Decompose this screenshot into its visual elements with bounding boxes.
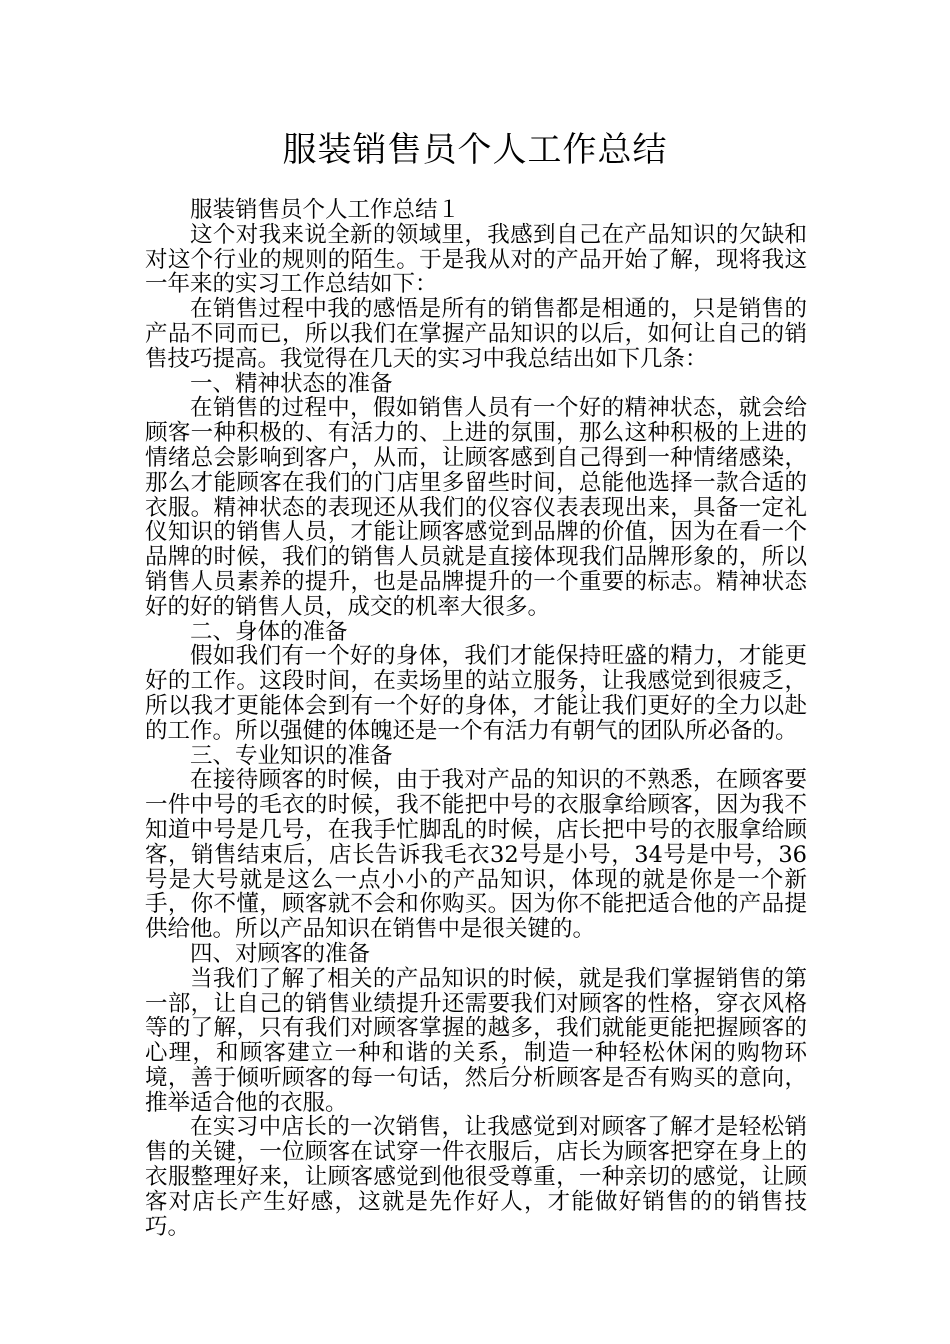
document-body xyxy=(145,198,807,1239)
paragraph-mental-state: 在销售的过程中，假如销售人员有一个好的精神状态，就会给顾客一种积极的、有活力的、上进的氛围，那么这种积极的上进的情绪总会影响到客户，从而，让顾客感到自己得到一种情绪感染，那么才能顾客在我们的门店里多留些时间，总能他选择一款合适的衣服。精神状态的表现还从我们的仪容仪表表现出来，具备一定礼仪知识的销售人员，才能让顾客感觉到品牌的价值，因为在看一个品牌的时候，我们的销售人员就是直接体现我们品牌形象的，所以销售人员素养的提升，也是品牌提升的一个重要的标志。精神状态好的好的销售人员，成交的机率大很多。 xyxy=(145,395,807,620)
paragraph-store-manager: 在实习中店长的一次销售，让我感觉到对顾客了解才是轻松销售的关键，一位顾客在试穿一件衣服后，店长为顾客把穿在身上的衣服整理好来，让顾客感觉到他很受尊重，一种亲切的感觉，让顾客对店长产生好感，这就是先作好人，才能做好销售的的销售技巧。 xyxy=(145,1114,807,1240)
paragraph-knowledge: 在接待顾客的时候，由于我对产品的知识的不熟悉，在顾客要一件中号的毛衣的时候，我不能把中号的衣服拿给顾客，因为我不知道中号是几号，在我手忙脚乱的时候，店长把中号的衣服拿给顾客，销售结束后，店长告诉我毛衣32号是小号，34号是中号，36号是大号就是这么一点小小的产品知识，体现的就是你是一个新手，你不懂，顾客就不会和你购买。因为你不能把适合他的产品提供给他。所以产品知识在销售中是很关键的。 xyxy=(145,767,807,943)
paragraph-insight: 在销售过程中我的感悟是所有的销售都是相通的，只是销售的产品不同而已，所以我们在掌握产品知识的以后，如何让自己的销售技巧提高。我觉得在几天的实习中我总结出如下几条： xyxy=(145,296,807,372)
section-heading-knowledge: 三、专业知识的准备 xyxy=(190,742,393,769)
document-title: 服装销售员个人工作总结 xyxy=(282,130,668,170)
paragraph-physical: 假如我们有一个好的身体，我们才能保持旺盛的精力，才能更好的工作。这段时间，在卖场里的站立服务，让我感觉到很疲乏，所以我才更能体会到有一个好的身体，才能让我们更好的全力以赴的工作。所以强健的体魄还是一个有活力有朝气的团队所必备的。 xyxy=(145,643,807,744)
section-heading-physical: 二、身体的准备 xyxy=(190,618,348,645)
section-heading-summary-1: 服装销售员个人工作总结１ xyxy=(190,197,461,223)
section-heading-customer: 四、对顾客的准备 xyxy=(190,940,371,967)
paragraph-customer: 当我们了解了相关的产品知识的时候，就是我们掌握销售的第一部，让自己的销售业绩提升还需要我们对顾客的性格，穿衣风格等的了解，只有我们对顾客掌握的越多，我们就能更能把握顾客的心理，和顾客建立一种和谐的关系，制造一种轻松休闲的购物环境，善于倾听顾客的每一句话，然后分析顾客是否有购买的意向，推举适合他的衣服。 xyxy=(145,965,807,1116)
paragraph-intro: 这个对我来说全新的领域里，我感到自己在产品知识的欠缺和对这个行业的规则的陌生。于是我从对的产品开始了解，现将我这一年来的实习工作总结如下： xyxy=(145,221,807,298)
section-heading-mental-state: 一、精神状态的准备 xyxy=(190,370,393,397)
